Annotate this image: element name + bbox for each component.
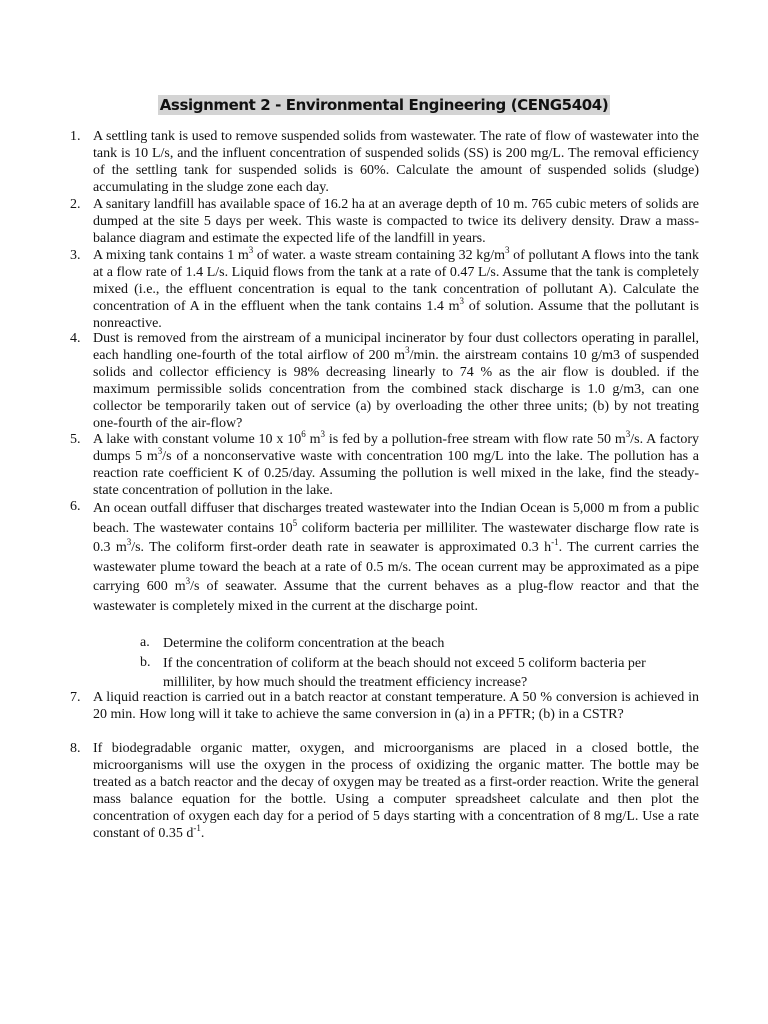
question-number: 8. [70, 741, 81, 756]
question-number: 1. [70, 129, 81, 144]
question-number: 6. [70, 499, 81, 514]
page-title: Assignment 2 - Environmental Engineering (CENG5404) [159, 96, 609, 114]
question-text: An ocean outfall diffuser that discharges treated wastewater into the Indian Ocean is 5,000 m from a public beach. The wastewater contains $10^5$ coliform bacteria per milliliter. The wastewater discharge flow rate is 0.3 $m^3/s$. The coliform first-order death rate in seawater is approximated 0.3 $h^{-1}$. The current carries the wastewater plume toward the beach at a rate of 0.5 m/s. The ocean current may be approximated as a pipe carrying 600 $m^3/s$ of seawater. Assume that the current behaves as a plug-flow reactor and that the wastewater is completely mixed in the current at the discharge point. [93, 501, 700, 614]
sub-item-text: If the concentration of coliform at the beach should not exceed 5 coliform bacteria per milliliter, by how much should the treatment efficiency increase? [163, 656, 646, 690]
question-text: A sanitary landfill has available space of 16.2 ha at an average depth of 10 m. 765 cubic meters of solids are dumped at the site 5 days per week. This waste is compacted to twice its delivery density. Draw a mass-balance diagram and estimate the expected life of the landfill in years. [93, 197, 699, 246]
title-container [0, 95, 768, 115]
question-text: A mixing tank contains 1 $m^3$ of water. a waste stream containing 32 $kg/m^3$ of pollutant A flows into the tank at a flow rate of 1.4 L/s. Liquid flows from the tank at a rate of 0.47 L/s. Assume that the tank is completely mixed (i.e., the effluent concentration is equal to the tank concentration of pollutant A). Calculate the concentration of A in the effluent when the tank contains 1.4 $m^3$ of solution. Assume that the pollutant is nonreactive. [93, 245, 700, 331]
question-text: A settling tank is used to remove suspended solids from wastewater. The rate of flow of wastewater into the tank is 10 L/s, and the influent concentration of suspended solids (SS) is 200 mg/L. The removal efficiency of the settling tank for suspended solids is 60%. Calculate the amount of suspended solids (sludge) accumulating in the sludge zone each day. [93, 129, 699, 195]
sub-item-label: a. [140, 635, 150, 650]
question-number: 2. [70, 197, 81, 212]
question-text: A lake with constant volume 10 x $10^6$ $m^3$ is fed by a pollution-free stream with flow rate 50 $m^3/s$. A factory dumps 5 $m^3/s$ of a nonconservative waste with concentration 100 mg/L into the lake. The pollution has a reaction rate coefficient K of 0.25/day. Assuming the pollution is well mixed in the lake, find the steady-state concentration of pollution in the lake. [93, 429, 700, 498]
question-text: A liquid reaction is carried out in a batch reactor at constant temperature. A 50 % conversion is achieved in 20 min. How long will it take to achieve the same conversion in (a) in a PFTR; (b) in a CSTR? [93, 690, 699, 722]
question-number: 7. [70, 690, 81, 705]
question-text: If biodegradable organic matter, oxygen, and microorganisms are placed in a closed bottle, the microorganisms will use the oxygen in the process of oxidizing the organic matter. The bottle may be treated as a batch reactor and the decay of oxygen may be treated as a first-order reaction. Write the general mass balance equation for the bottle. Using a computer spreadsheet calculate and then plot the concentration of oxygen each day for a period of 5 days starting with a concentration of 8 mg/L. Use a rate constant of 0.35 $d^{-1}$. [93, 741, 699, 841]
question-number: 3. [70, 248, 81, 263]
sub-item-text: Determine the coliform concentration at the beach [163, 636, 445, 651]
question-text: Dust is removed from the airstream of a municipal incinerator by four dust collectors operating in parallel, each handling one-fourth of the total airflow of 200 $m^3/\min$. the airstream contains 10 g/m3 of suspended solids and collector efficiency is 98% decreasing linearly to 74 % as the air flow is doubled. if the maximum permissible solids concentration from the combined stack discharge is 1.0 g/m3, can one collector be temporarily taken out of service (a) by overloading the other three units; (b) by not treating one-fourth of the air-flow? [93, 331, 699, 431]
question-number: 5. [70, 432, 81, 447]
question-number: 4. [70, 331, 81, 346]
sub-item-label: b. [140, 655, 151, 670]
